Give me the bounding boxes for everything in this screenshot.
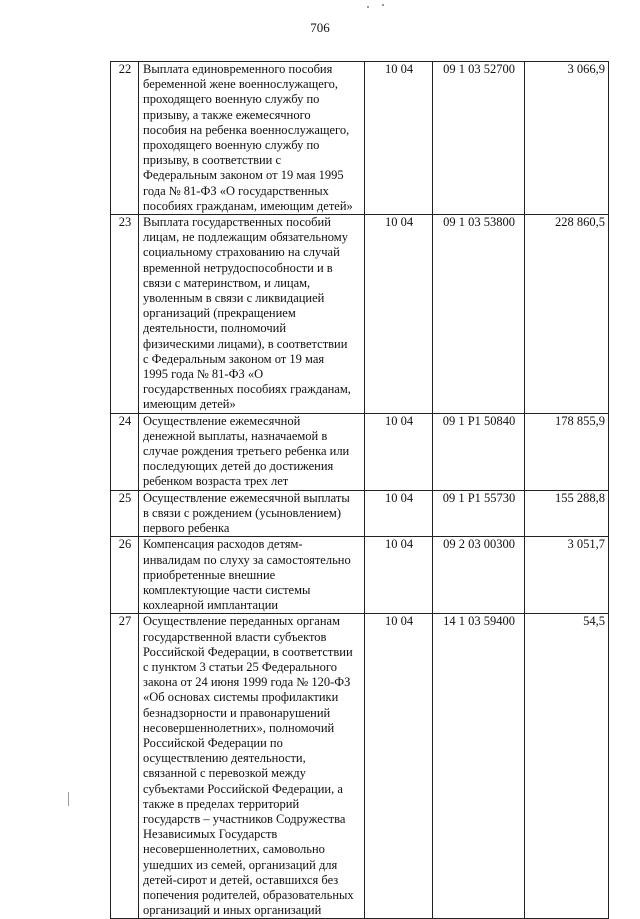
description-line: последующих детей до достижения xyxy=(143,459,334,474)
table-row xyxy=(111,614,609,919)
row-section-code: 10 04 xyxy=(365,537,433,614)
row-description xyxy=(139,614,365,919)
row-number: 27 xyxy=(111,614,139,919)
row-description xyxy=(139,62,365,215)
row-description xyxy=(139,490,365,537)
table-row xyxy=(111,413,609,490)
description-line: временной нетрудоспособности и в xyxy=(143,260,333,275)
scan-mark xyxy=(68,792,69,806)
description-line: физическими лицами), в соответствии xyxy=(143,336,348,351)
description-line: осуществлению деятельности, xyxy=(143,751,306,766)
description-line: также в пределах территорий xyxy=(143,796,300,811)
row-description xyxy=(139,413,365,490)
description-line: в связи с рождением (усыновлением) xyxy=(143,505,342,520)
description-line: лицам, не подлежащим обязательному xyxy=(143,230,348,245)
description-line: субъектами Российской Федерации, а xyxy=(143,781,343,796)
description-line: Осуществление переданных органам xyxy=(143,614,340,629)
row-amount: 3 066,9 xyxy=(525,62,609,215)
row-target-code: 09 1 03 52700 xyxy=(433,62,525,215)
row-description xyxy=(139,215,365,414)
table-row xyxy=(111,62,609,215)
description-line: Независимых Государств xyxy=(143,827,278,842)
row-number: 22 xyxy=(111,62,139,215)
description-line: Компенсация расходов детям- xyxy=(143,537,303,552)
description-line: приобретенные внешние xyxy=(143,567,276,582)
description-line: Выплата государственных пособий xyxy=(143,215,331,230)
row-section-code: 10 04 xyxy=(365,62,433,215)
description-line: государств – участников Содружества xyxy=(143,811,346,826)
row-section-code: 10 04 xyxy=(365,490,433,537)
description-line: имеющим детей» xyxy=(143,397,236,412)
description-line: проходящего военную службу по xyxy=(143,92,320,107)
row-amount: 155 288,8 xyxy=(525,490,609,537)
row-target-code: 09 2 03 00300 xyxy=(433,537,525,614)
table-row xyxy=(111,215,609,414)
row-amount: 3 051,7 xyxy=(525,537,609,614)
row-number: 25 xyxy=(111,490,139,537)
description-line: «Об основах системы профилактики xyxy=(143,690,339,705)
row-description xyxy=(139,537,365,614)
description-line: с пунктом 3 статьи 25 Федерального xyxy=(143,659,337,674)
description-line: несовершеннолетних», полномочий xyxy=(143,720,335,735)
description-line: ушедших из семей, организаций для xyxy=(143,857,338,872)
description-line: проходящего военную службу по xyxy=(143,138,320,153)
description-line: Федеральным законом от 19 мая 1995 xyxy=(143,168,344,183)
description-line: организаций (прекращением xyxy=(143,306,296,321)
description-line: денежной выплаты, назначаемой в xyxy=(143,428,328,443)
budget-table xyxy=(110,61,609,919)
scan-mark xyxy=(367,6,369,8)
row-target-code: 14 1 03 59400 xyxy=(433,614,525,919)
description-line: детей-сирот и детей, оставшихся без xyxy=(143,872,339,887)
description-line: года № 81-ФЗ «О государственных xyxy=(143,183,329,198)
table-row xyxy=(111,490,609,537)
row-section-code: 10 04 xyxy=(365,413,433,490)
row-target-code: 09 1 P1 55730 xyxy=(433,490,525,537)
row-section-code: 10 04 xyxy=(365,215,433,414)
row-number: 26 xyxy=(111,537,139,614)
description-line: пособиях гражданам, имеющим детей» xyxy=(143,198,353,213)
row-amount: 178 855,9 xyxy=(525,413,609,490)
description-line: попечения родителей, образовательных xyxy=(143,887,354,902)
description-line: инвалидам по слуху за самостоятельно xyxy=(143,552,351,567)
description-line: Российской Федерации по xyxy=(143,735,283,750)
description-line: призыву, в соответствии с xyxy=(143,153,282,168)
row-amount: 228 860,5 xyxy=(525,215,609,414)
description-line: случае рождения третьего ребенка или xyxy=(143,444,350,459)
description-line: призыву, а также ежемесячного xyxy=(143,107,311,122)
table-row xyxy=(111,537,609,614)
description-line: государственной власти субъектов xyxy=(143,629,327,644)
scan-mark xyxy=(382,4,384,6)
description-line: Осуществление ежемесячной xyxy=(143,413,301,428)
description-line: связанной с перевозкой между xyxy=(143,766,306,781)
description-line: деятельности, полномочий xyxy=(143,321,287,336)
row-target-code: 09 1 P1 50840 xyxy=(433,413,525,490)
row-number: 24 xyxy=(111,413,139,490)
budget-table-body xyxy=(111,62,609,919)
description-line: 1995 года № 81-ФЗ «О xyxy=(143,367,264,382)
description-line: комплектующие части системы xyxy=(143,582,311,597)
description-line: Выплата единовременного пособия xyxy=(143,62,333,76)
description-line: кохлеарной имплантации xyxy=(143,598,279,613)
description-line: ребенком возраста трех лет xyxy=(143,474,289,489)
page-number: 706 xyxy=(310,20,330,35)
description-line: безнадзорности и правонарушений xyxy=(143,705,331,720)
row-target-code: 09 1 03 53800 xyxy=(433,215,525,414)
description-line: беременной жене военнослужащего, xyxy=(143,77,338,92)
description-line: организаций и иных организаций xyxy=(143,903,322,918)
description-line: связи с материнством, и лицам, xyxy=(143,275,311,290)
description-line: несовершеннолетних, самовольно xyxy=(143,842,325,857)
row-amount: 54,5 xyxy=(525,614,609,919)
description-line: социальному страхованию на случай xyxy=(143,245,340,260)
row-section-code: 10 04 xyxy=(365,614,433,919)
row-number: 23 xyxy=(111,215,139,414)
description-line: первого ребенка xyxy=(143,521,230,536)
description-line: Российской Федерации, в соответствии xyxy=(143,644,353,659)
description-line: с Федеральным законом от 19 мая xyxy=(143,351,325,366)
description-line: закона от 24 июня 1999 года № 120-ФЗ xyxy=(143,675,351,690)
description-line: уволенным в связи с ликвидацией xyxy=(143,291,325,306)
description-line: Осуществление ежемесячной выплаты xyxy=(143,490,350,505)
description-line: государственных пособиях гражданам, xyxy=(143,382,351,397)
description-line: пособия на ребенка военнослужащего, xyxy=(143,122,350,137)
